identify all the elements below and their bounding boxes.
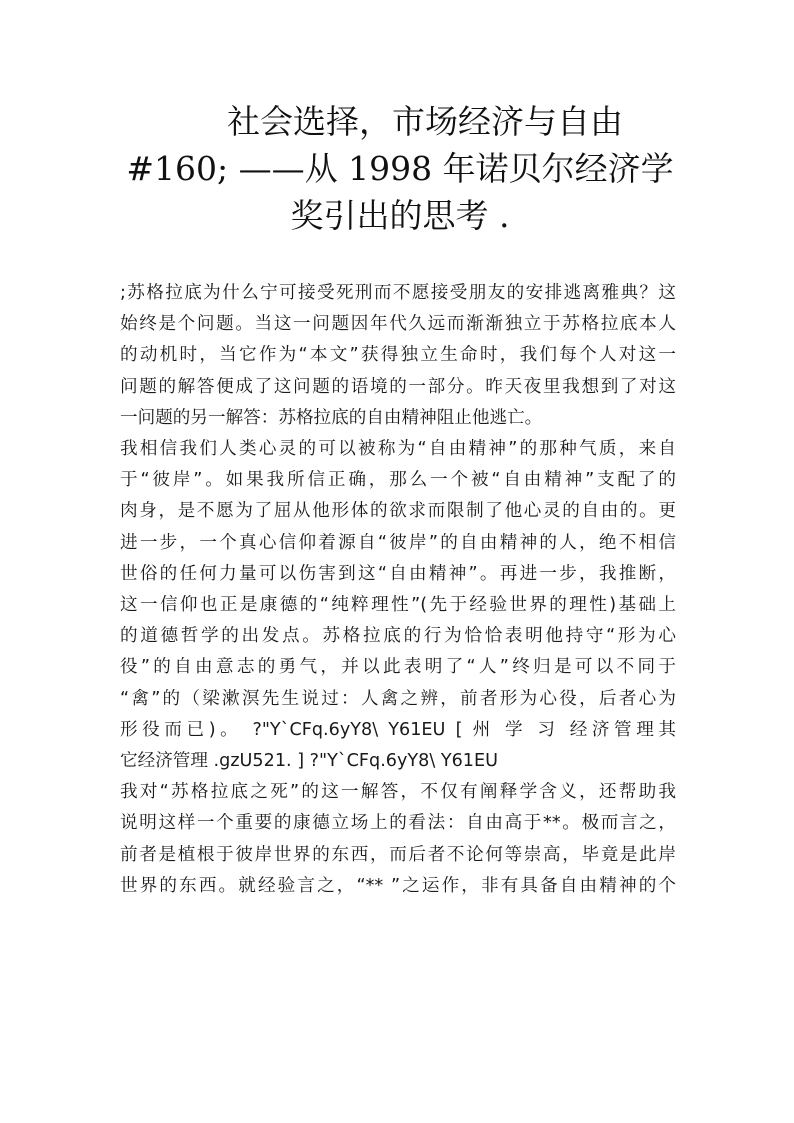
title-line-2: #160; ——从 1998 年诺贝尔经济学 <box>126 149 674 188</box>
text-line: 肉身，是不愿为了屈从他形体的欲求而限制了他心灵的自由的。更 <box>120 501 676 522</box>
text-line: 它经济管理 .gzU521. ] ?"Y`CFq.6yY8\ Y61EU <box>120 751 498 772</box>
text-line: 进一步，一个真心信仰着源自“彼岸”的自由精神的人，绝不相信 <box>120 532 676 553</box>
text-line: 的道德哲学的出发点。苏格拉底的行为恰恰表明他持守“形为心 <box>120 626 676 647</box>
text-line: 于“彼岸”。如果我所信正确，那么一个被“自由精神”支配了的 <box>120 470 676 491</box>
title-line-3: 奖引出的思考 . <box>290 196 510 235</box>
text-line: ;苏格拉底为什么宁可接受死刑而不愿接受朋友的安排逃离雅典？这 <box>120 283 676 303</box>
document-body <box>120 278 676 902</box>
text-line: “禽”的（梁漱溟先生说过：人禽之辨，前者形为心役，后者心为 <box>120 688 676 709</box>
paragraph-1 <box>120 278 676 434</box>
text-line: 这一信仰也正是康德的“纯粹理性”(先于经验世界的理性)基础上 <box>120 595 676 616</box>
paragraph-3 <box>120 777 676 902</box>
text-line: 役”的自由意志的勇气，并以此表明了“人”终归是可以不同于 <box>120 657 676 678</box>
text-line: 前者是植根于彼岸世界的东西，而后者不论何等崇高，毕竟是此岸 <box>120 844 676 865</box>
text-line: 始终是个问题。当这一问题因年代久远而渐渐独立于苏格拉底本人 <box>120 314 676 335</box>
text-line: 问题的解答便成了这问题的语境的一部分。昨天夜里我想到了对这 <box>120 376 676 397</box>
text-line: 的动机时，当它作为“本文”获得独立生命时，我们每个人对这一 <box>120 345 676 366</box>
text-line: 形役而已)。 ?"Y`CFq.6yY8\ Y61EU [ 州 学 习 经济管理其 <box>120 719 676 740</box>
document-title <box>120 98 680 239</box>
text-line: 世俗的任何力量可以伤害到这“自由精神”。再进一步，我推断， <box>120 563 676 584</box>
text-line: 我对“苏格拉底之死”的这一解答，不仅有阐释学含义，还帮助我 <box>120 782 676 803</box>
text-line: 说明这样一个重要的康德立场上的看法：自由高于**。极而言之， <box>120 813 676 834</box>
text-line: 我相信我们人类心灵的可以被称为“自由精神”的那种气质，来自 <box>120 439 676 460</box>
text-line: 世界的东西。就经验言之，“** ”之运作，非有具备自由精神的个 <box>120 875 676 896</box>
paragraph-2 <box>120 434 676 777</box>
text-line: 一问题的另一解答：苏格拉底的自由精神阻止他逃亡。 <box>120 407 543 428</box>
title-line-1: 社会选择，市场经济与自由 <box>227 102 623 141</box>
